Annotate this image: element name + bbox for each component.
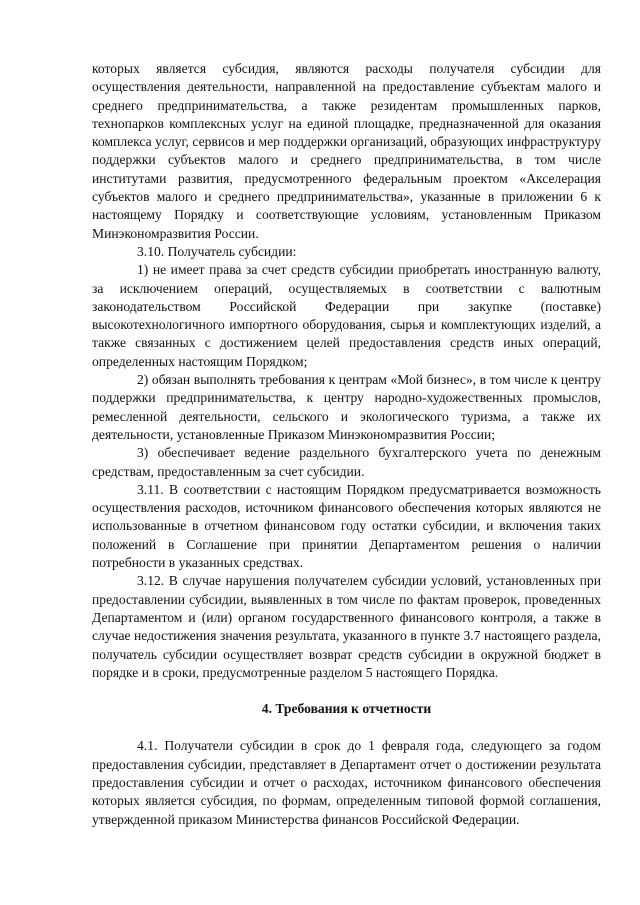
paragraph-4-1: 4.1. Получатели субсидии в срок до 1 февраля года, следующего за годом предоставления субсидии, представляет в Департамент отчет о достижении результата предоставления субсидии и отчет о расходах, источником финансового обеспечения которых является субсидия, по формам, определенным типовой формой соглашения, утвержденной приказом Министерства финансов Российской Федерации.: [92, 738, 601, 827]
paragraph-3-10: 3.10. Получатель субсидии:: [137, 243, 297, 259]
paragraph-continuation: которых является субсидия, являются расходы получателя субсидии для осуществления деятельности, направленной на предоставление субъектам малого и среднего предпринимательства, а также резидентам промышленных парков, технопарков комплексных услуг на единой площадке, предназначенной для оказания комплекса услуг, сервисов и мер поддержки организаций, образующих инфраструктуру поддержки субъектов малого и среднего предпринимательства, в том числе институтами развития, предусмотренного федеральным проектом «Акселерация субъектов малого и среднего предпринимательства», указанные в приложении 6 к настоящему Порядку и соответствующие условиям, установленным Приказом Минэкономразвития России.: [92, 61, 601, 241]
section-heading: 4. Требования к отчетности: [261, 701, 432, 717]
paragraph-3-12: 3.12. В случае нарушения получателем субсидии условий, установленных при предоставлении субсидии, выявленных в том числе по фактам проверок, проведенных Департаментом и (или) органом государственного финансового контроля, а также в случае недостижения значения результата, указанного в пункте 3.7 настоящего раздела, получатель субсидии осуществляет возврат средств субсидии в окружной бюджет в порядке и в сроки, предусмотренные разделом 5 настоящего Порядка.: [92, 573, 601, 680]
paragraph-3-10-item-1: 1) не имеет права за счет средств субсидии приобретать иностранную валюту, за исключением операций, осуществляемых в соответствии с валютным законодательством Российской Федерации при закупке (поставке) высокотехнологичного импортного оборудования, сырья и комплектующих изделий, а также связанных с достижением целей предоставления средств иных операций, определенных настоящим Порядком;: [92, 262, 601, 369]
paragraph-3-11: 3.11. В соответствии с настоящим Порядком предусматривается возможность осуществления расходов, источником финансового обеспечения которых являются не использованные в отчетном финансовом году остатки субсидии, и включения таких положений в Соглашение при принятии Департаментом решения о наличии потребности в указанных средствах.: [92, 481, 601, 571]
paragraph-3-10-item-3: 3) обеспечивает ведение раздельного бухгалтерского учета по денежным средствам, предоставленным за счет субсидии.: [92, 445, 601, 479]
document-page: [92, 60, 601, 829]
paragraph-3-10-item-2: 2) обязан выполнять требования к центрам «Мой бизнес», в том числе к центру поддержки предпринимательства, к центру народно-художественных промыслов, ремесленной деятельности, сельского и экологического туризма, а также их деятельности, установленные Приказом Минэкономразвития России;: [92, 372, 601, 442]
